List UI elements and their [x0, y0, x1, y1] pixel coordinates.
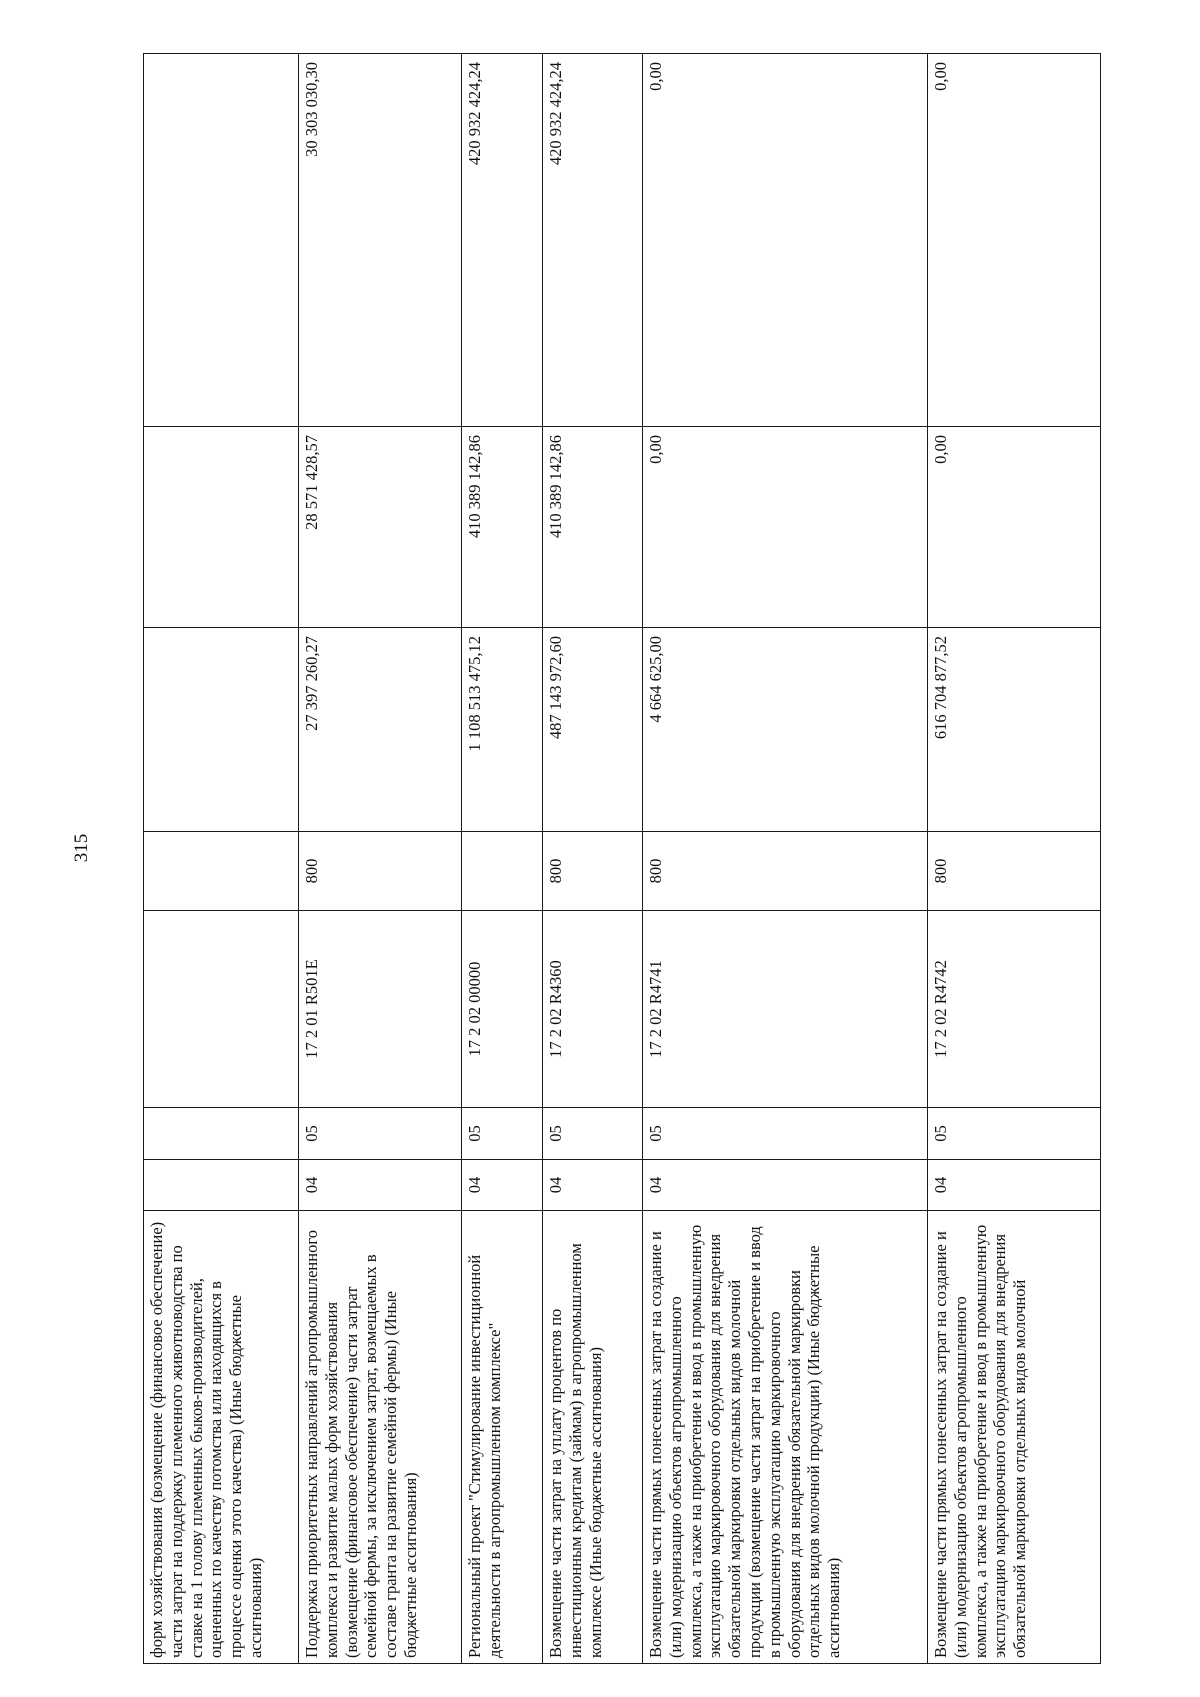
table-row	[928, 54, 1101, 1664]
row-csr	[144, 911, 299, 1108]
row-rz: 04	[543, 1160, 643, 1211]
table-row	[543, 54, 643, 1664]
row-sum1: 1 108 513 475,12	[462, 628, 543, 832]
row-sum3: 420 932 424,24	[543, 54, 643, 427]
row-vr: 800	[299, 832, 462, 911]
row-sum3	[144, 54, 299, 427]
row-csr: 17 2 01 R501E	[299, 911, 462, 1108]
row-sum2: 0,00	[928, 427, 1101, 628]
row-csr: 17 2 02 R4742	[928, 911, 1101, 1108]
row-description: Возмещение части прямых понесенных затрат на создание и (или) модернизацию объектов агропромышленного комплекса, а также на приобретение и ввод в промышленную эксплуатацию маркировочного оборудования для внедрения обязательной маркировки отдельных видов молочной продукции (возмещение части затрат на приобретение и ввод в промышленную эксплуатацию маркировочного оборудования для внедрения обязательной маркировки отдельных видов молочной продукции) (Иные бюджетные ассигнования)	[643, 1211, 928, 1664]
row-sum3: 0,00	[643, 54, 928, 427]
budget-table	[143, 53, 1101, 1664]
row-rz	[144, 1160, 299, 1211]
row-vr: 800	[643, 832, 928, 911]
row-rz: 04	[643, 1160, 928, 1211]
row-csr: 17 2 02 R4360	[543, 911, 643, 1108]
row-sum3: 420 932 424,24	[462, 54, 543, 427]
row-csr: 17 2 02 00000	[462, 911, 543, 1108]
row-sum1	[144, 628, 299, 832]
row-pr: 05	[928, 1108, 1101, 1160]
row-pr: 05	[299, 1108, 462, 1160]
row-rz: 04	[299, 1160, 462, 1211]
row-sum2: 0,00	[643, 427, 928, 628]
row-sum1: 27 397 260,27	[299, 628, 462, 832]
table-row	[462, 54, 543, 1664]
table-body	[144, 54, 1101, 1664]
row-rz: 04	[462, 1160, 543, 1211]
row-rz: 04	[928, 1160, 1101, 1211]
page-number: 315	[71, 833, 92, 863]
row-vr: 800	[543, 832, 643, 911]
row-sum2: 28 571 428,57	[299, 427, 462, 628]
table-row	[643, 54, 928, 1664]
row-pr: 05	[462, 1108, 543, 1160]
row-sum1: 616 704 877,52	[928, 628, 1101, 832]
rotated-table-container	[143, 54, 1100, 1664]
row-sum1: 487 143 972,60	[543, 628, 643, 832]
row-sum2: 410 389 142,86	[462, 427, 543, 628]
row-pr	[144, 1108, 299, 1160]
table-row	[144, 54, 299, 1664]
row-sum3: 0,00	[928, 54, 1101, 427]
row-vr	[144, 832, 299, 911]
row-description: Поддержка приоритетных направлений агропромышленного комплекса и развитие малых форм хозяйствования (возмещение (финансовое обеспечение) части затрат семейной фермы, за исключением затрат, возмещаемых в составе гранта на развитие семейной фермы) (Иные бюджетные ассигнования)	[299, 1211, 462, 1664]
row-sum2	[144, 427, 299, 628]
row-csr: 17 2 02 R4741	[643, 911, 928, 1108]
row-description: форм хозяйствования (возмещение (финансовое обеспечение) части затрат на поддержку племенного животноводства по ставке на 1 голову племенных быков-производителей, оцененных по качеству потомства или находящихся в процессе оценки этого качества) (Иные бюджетные ассигнования)	[144, 1211, 299, 1664]
row-sum2: 410 389 142,86	[543, 427, 643, 628]
row-pr: 05	[643, 1108, 928, 1160]
row-sum3: 30 303 030,30	[299, 54, 462, 427]
row-description: Возмещение части прямых понесенных затрат на создание и (или) модернизацию объектов агропромышленного комплекса, а также на приобретение и ввод в промышленную эксплуатацию маркировочного оборудования для внедрения обязательной маркировки отдельных видов молочной	[928, 1211, 1101, 1664]
row-sum1: 4 664 625,00	[643, 628, 928, 832]
row-description: Возмещение части затрат на уплату процентов по инвестиционным кредитам (займам) в агропромышленном комплексе (Иные бюджетные ассигнования)	[543, 1211, 643, 1664]
row-vr	[462, 832, 543, 911]
row-vr: 800	[928, 832, 1101, 911]
row-description: Региональный проект "Стимулирование инвестиционной деятельности в агропромышленном комплексе"	[462, 1211, 543, 1664]
row-pr: 05	[543, 1108, 643, 1160]
table-row	[299, 54, 462, 1664]
